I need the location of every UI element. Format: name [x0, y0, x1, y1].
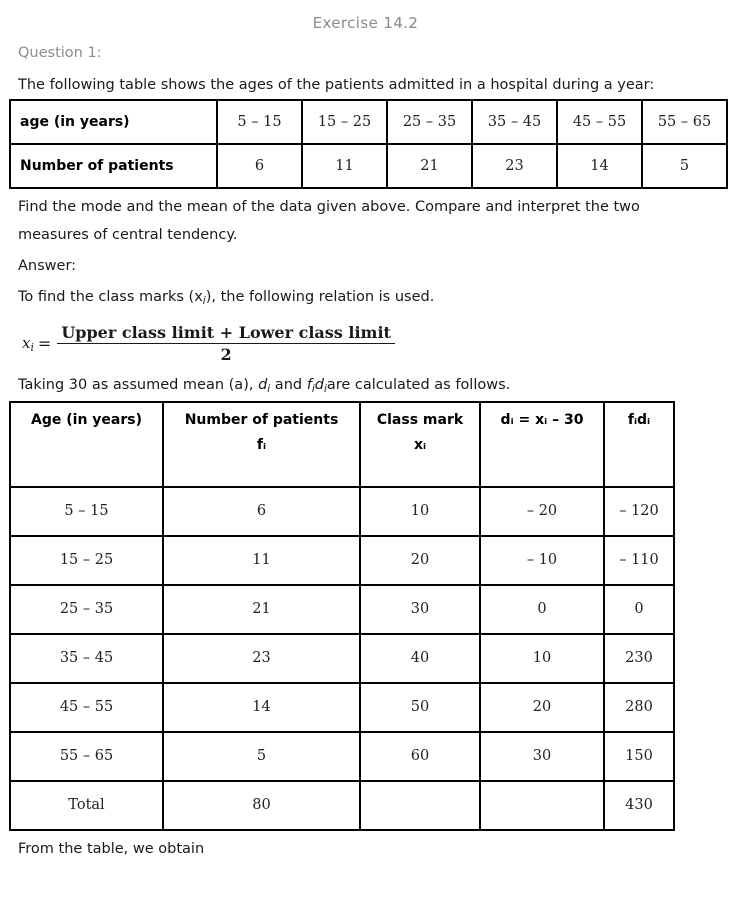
- closing-text: From the table, we obtain: [18, 840, 205, 857]
- assumed-mean-f-variable: f: [306, 376, 312, 393]
- column-header-deviation-line1: dᵢ = xᵢ – 30: [500, 411, 584, 428]
- age-interval-cell: 15 – 25: [302, 100, 387, 144]
- cell-deviation: 0: [480, 585, 604, 634]
- cell-frequency: 11: [163, 536, 360, 585]
- cell-total-class-mark: [360, 781, 480, 830]
- cell-total-frequency: 80: [163, 781, 360, 830]
- ages-row-label: age (in years): [10, 100, 217, 144]
- patient-count-cell: 6: [217, 144, 302, 188]
- cell-class-mark: 20: [360, 536, 480, 585]
- column-header-class-mark-line1: Class mark: [376, 411, 464, 428]
- table-row: [10, 634, 674, 683]
- formula-equals-sign: =: [37, 334, 52, 354]
- cell-class-mark: 50: [360, 683, 480, 732]
- cell-age: 15 – 25: [10, 536, 163, 585]
- patient-count-cell: 14: [557, 144, 642, 188]
- assumed-mean-pre: Taking 30 as assumed mean (a),: [18, 376, 259, 393]
- class-mark-intro-subscript: i: [202, 294, 206, 307]
- cell-deviation: 30: [480, 732, 604, 781]
- cell-class-mark: 30: [360, 585, 480, 634]
- table-row: [10, 536, 674, 585]
- column-header-frequency-line1: Number of patients: [184, 411, 339, 428]
- patient-count-cell: 21: [387, 144, 472, 188]
- column-header-frequency-symbol: fᵢ: [256, 436, 267, 453]
- assumed-mean-post: are calculated as follows.: [326, 376, 511, 393]
- cell-deviation: 10: [480, 634, 604, 683]
- cell-class-mark: 60: [360, 732, 480, 781]
- table-row: [10, 732, 674, 781]
- assumed-mean-d-variable: d: [258, 376, 268, 393]
- cell-class-mark: 40: [360, 634, 480, 683]
- formula-lhs-variable: x: [22, 333, 31, 352]
- exercise-title: Exercise 14.2: [312, 14, 419, 32]
- cell-class-mark: 10: [360, 487, 480, 536]
- column-header-fd: [604, 402, 674, 487]
- cell-total-fd: 430: [604, 781, 674, 830]
- age-interval-cell: 35 – 45: [472, 100, 557, 144]
- assumed-mean-d2-variable: d: [314, 376, 324, 393]
- column-header-deviation: [480, 402, 604, 487]
- cell-age: 55 – 65: [10, 732, 163, 781]
- assumed-mean-d2-subscript: i: [323, 382, 327, 395]
- cell-age: 5 – 15: [10, 487, 163, 536]
- answer-label: Answer:: [18, 258, 77, 274]
- cell-fd: 280: [604, 683, 674, 732]
- column-header-age: [10, 402, 163, 487]
- cell-fd: – 120: [604, 487, 674, 536]
- class-mark-intro-pre: To find the class marks (x: [18, 289, 203, 305]
- cell-fd: 0: [604, 585, 674, 634]
- question-prompt: The following table shows the ages of the patients admitted in a hospital during a year:: [18, 77, 655, 93]
- patient-count-cell: 11: [302, 144, 387, 188]
- age-interval-cell: 45 – 55: [557, 100, 642, 144]
- cell-age: 35 – 45: [10, 634, 163, 683]
- question-instruction: Find the mode and the mean of the data given above. Compare and interpret the two measures of central tendency.: [18, 199, 640, 243]
- cell-frequency: 14: [163, 683, 360, 732]
- cell-frequency: 5: [163, 732, 360, 781]
- ages-summary-table: [9, 99, 728, 189]
- class-mark-intro: [18, 285, 731, 313]
- assumed-mean-d-subscript: i: [267, 382, 271, 395]
- table-total-row: [10, 781, 674, 830]
- patient-count-cell: 5: [642, 144, 727, 188]
- assumed-mean-mid: and: [270, 376, 307, 393]
- formula-denominator: 2: [220, 345, 232, 365]
- cell-age: 25 – 35: [10, 585, 163, 634]
- column-header-class-mark: [360, 402, 480, 487]
- question-label: Question 1:: [18, 45, 102, 61]
- cell-deviation: – 10: [480, 536, 604, 585]
- formula-fraction: [57, 324, 395, 365]
- formula-lhs-subscript: i: [30, 340, 34, 354]
- cell-deviation: – 20: [480, 487, 604, 536]
- column-header-fd-line1: fᵢdᵢ: [627, 411, 651, 428]
- assumed-mean-text: [18, 373, 731, 401]
- table-row: [10, 585, 674, 634]
- cell-total-deviation: [480, 781, 604, 830]
- calculation-table: [9, 401, 675, 831]
- cell-total-label: Total: [10, 781, 163, 830]
- formula-numerator: Upper class limit + Lower class limit: [57, 324, 395, 345]
- table-row: [10, 487, 674, 536]
- column-header-frequency: [163, 402, 360, 487]
- age-interval-cell: 55 – 65: [642, 100, 727, 144]
- cell-frequency: 23: [163, 634, 360, 683]
- cell-frequency: 6: [163, 487, 360, 536]
- formula-lhs: [22, 334, 34, 354]
- cell-fd: 150: [604, 732, 674, 781]
- calculation-table-body: [10, 487, 674, 830]
- column-header-class-mark-symbol: xᵢ: [413, 436, 427, 453]
- class-mark-intro-tail: ), the following relation is used.: [205, 289, 435, 305]
- cell-fd: 230: [604, 634, 674, 683]
- patient-count-cell: 23: [472, 144, 557, 188]
- table-row: [10, 144, 727, 188]
- cell-deviation: 20: [480, 683, 604, 732]
- cell-fd: – 110: [604, 536, 674, 585]
- age-interval-cell: 25 – 35: [387, 100, 472, 144]
- table-row: [10, 100, 727, 144]
- cell-age: 45 – 55: [10, 683, 163, 732]
- table-row: [10, 683, 674, 732]
- patients-row-label: Number of patients: [10, 144, 217, 188]
- column-header-age-line1: Age (in years): [31, 411, 142, 428]
- age-interval-cell: 5 – 15: [217, 100, 302, 144]
- table-header-row: [10, 402, 674, 487]
- class-mark-formula: [22, 321, 731, 367]
- cell-frequency: 21: [163, 585, 360, 634]
- assumed-mean-f-subscript: i: [311, 382, 315, 395]
